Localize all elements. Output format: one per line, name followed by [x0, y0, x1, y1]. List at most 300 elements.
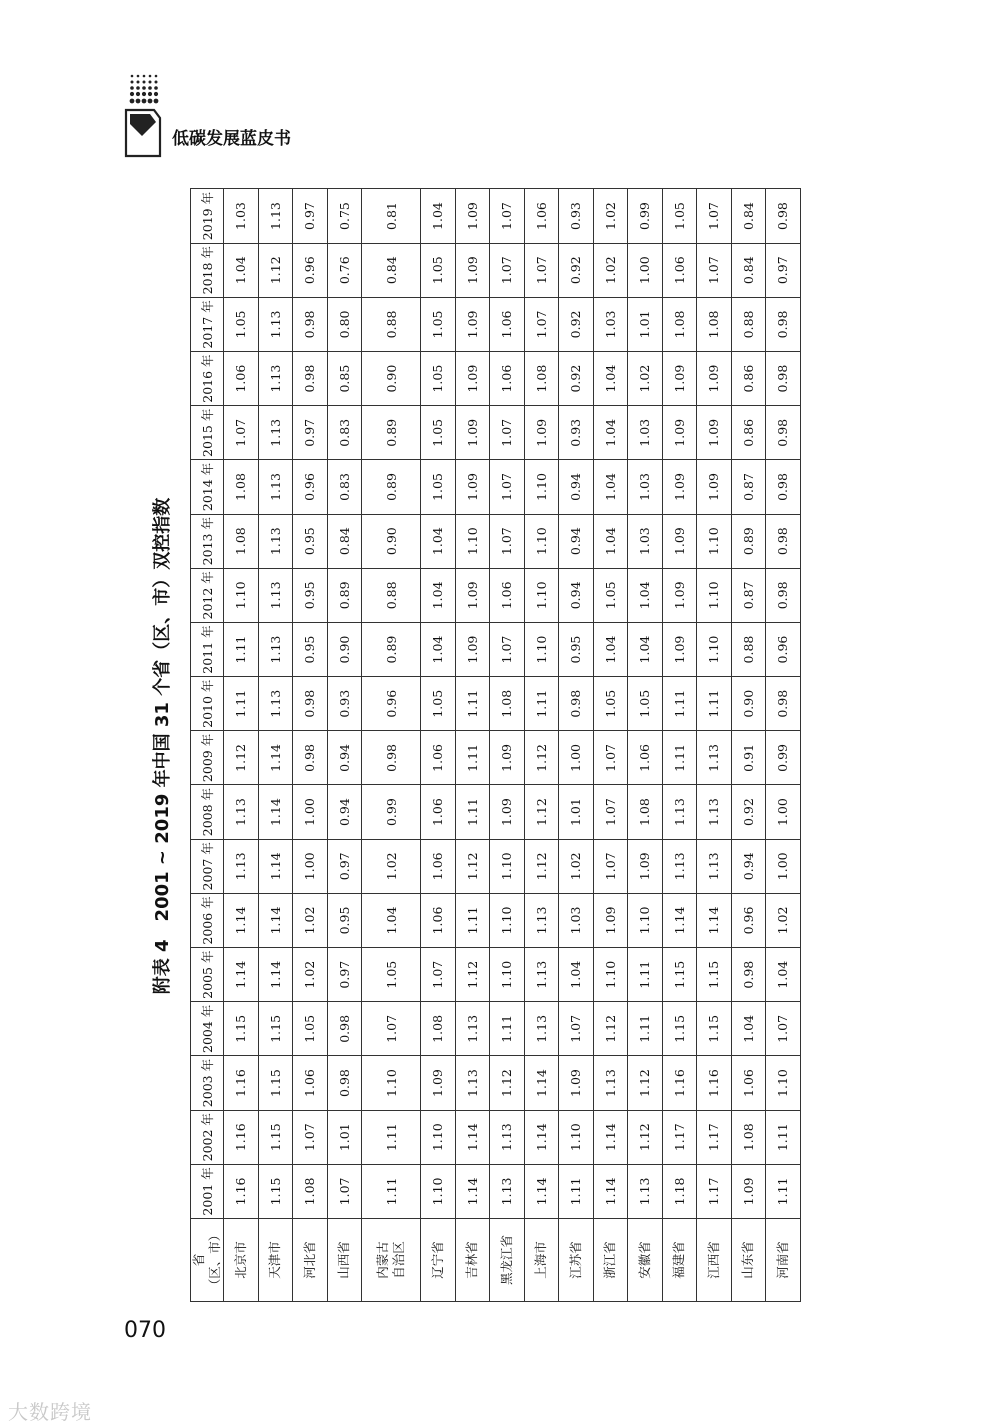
value-cell: 1.01	[628, 297, 663, 351]
value-cell: 1.07	[559, 1002, 594, 1056]
value-cell: 1.00	[293, 839, 328, 893]
value-cell: 0.86	[731, 406, 766, 460]
value-cell: 1.17	[697, 1110, 732, 1164]
value-cell: 1.09	[490, 785, 525, 839]
data-table	[190, 188, 801, 1302]
value-cell: 1.07	[593, 731, 628, 785]
value-cell: 1.05	[362, 948, 421, 1002]
value-cell: 0.75	[327, 189, 362, 243]
value-cell: 1.13	[258, 622, 293, 676]
value-cell: 1.13	[455, 1002, 490, 1056]
value-cell: 0.96	[766, 622, 801, 676]
year-header: 2012 年	[191, 568, 224, 622]
value-cell: 0.96	[293, 243, 328, 297]
value-cell: 1.06	[524, 189, 559, 243]
value-cell: 1.10	[524, 460, 559, 514]
value-cell: 1.11	[524, 677, 559, 731]
value-cell: 1.15	[662, 948, 697, 1002]
value-cell: 1.09	[697, 406, 732, 460]
value-cell: 0.89	[731, 514, 766, 568]
province-cell: 吉林省	[455, 1219, 490, 1302]
year-header: 2008 年	[191, 785, 224, 839]
value-cell: 0.94	[731, 839, 766, 893]
value-cell: 0.88	[362, 297, 421, 351]
value-cell: 1.00	[559, 731, 594, 785]
value-cell: 0.83	[327, 406, 362, 460]
value-cell: 1.07	[490, 460, 525, 514]
value-cell: 1.15	[224, 1002, 259, 1056]
value-cell: 1.12	[490, 1056, 525, 1110]
value-cell: 1.11	[662, 731, 697, 785]
value-cell: 1.13	[697, 839, 732, 893]
year-header: 2014 年	[191, 460, 224, 514]
value-cell: 1.13	[490, 1110, 525, 1164]
value-cell: 0.88	[731, 297, 766, 351]
value-cell: 1.11	[455, 893, 490, 947]
value-cell: 1.07	[362, 1002, 421, 1056]
province-cell: 安徽省	[628, 1219, 663, 1302]
value-cell: 1.10	[421, 1164, 456, 1218]
value-cell: 1.10	[593, 948, 628, 1002]
value-cell: 1.05	[421, 243, 456, 297]
value-cell: 1.08	[731, 1110, 766, 1164]
value-cell: 1.04	[421, 622, 456, 676]
value-cell: 1.03	[559, 893, 594, 947]
value-cell: 1.10	[697, 568, 732, 622]
value-cell: 1.04	[593, 406, 628, 460]
value-cell: 1.13	[258, 406, 293, 460]
table-row	[490, 189, 525, 1302]
value-cell: 1.12	[524, 839, 559, 893]
value-cell: 1.11	[628, 948, 663, 1002]
corner-label-line2: （区、市）	[207, 1228, 222, 1292]
value-cell: 1.15	[258, 1002, 293, 1056]
value-cell: 0.92	[559, 352, 594, 406]
table-row	[766, 189, 801, 1302]
value-cell: 1.08	[628, 785, 663, 839]
value-cell: 1.14	[258, 839, 293, 893]
value-cell: 1.10	[697, 622, 732, 676]
year-header: 2016 年	[191, 352, 224, 406]
value-cell: 1.16	[697, 1056, 732, 1110]
value-cell: 1.09	[421, 1056, 456, 1110]
value-cell: 1.13	[490, 1164, 525, 1218]
value-cell: 1.00	[766, 839, 801, 893]
value-cell: 1.13	[697, 785, 732, 839]
value-cell: 1.09	[593, 893, 628, 947]
value-cell: 0.85	[327, 352, 362, 406]
year-header: 2005 年	[191, 948, 224, 1002]
value-cell: 1.13	[662, 839, 697, 893]
value-cell: 1.13	[258, 460, 293, 514]
value-cell: 0.84	[327, 514, 362, 568]
value-cell: 1.02	[362, 839, 421, 893]
value-cell: 1.13	[258, 677, 293, 731]
value-cell: 1.11	[455, 785, 490, 839]
value-cell: 0.98	[559, 677, 594, 731]
table-row	[327, 189, 362, 1302]
value-cell: 1.05	[628, 677, 663, 731]
year-header: 2007 年	[191, 839, 224, 893]
value-cell: 0.93	[559, 406, 594, 460]
table-container	[140, 190, 855, 1302]
value-cell: 1.11	[455, 677, 490, 731]
table-row	[628, 189, 663, 1302]
table-title: 附表 4 2001 ~ 2019 年中国 31 个省（区、市）双控指数	[152, 497, 173, 995]
province-name-line2: 自治区	[391, 1241, 406, 1279]
value-cell: 1.14	[524, 1164, 559, 1218]
province-cell: 辽宁省	[421, 1219, 456, 1302]
value-cell: 1.04	[593, 352, 628, 406]
table-row	[524, 189, 559, 1302]
value-cell: 0.94	[559, 514, 594, 568]
value-cell: 1.09	[697, 352, 732, 406]
value-cell: 1.11	[362, 1164, 421, 1218]
value-cell: 1.07	[490, 189, 525, 243]
value-cell: 1.12	[628, 1056, 663, 1110]
year-header: 2009 年	[191, 731, 224, 785]
value-cell: 0.91	[731, 731, 766, 785]
value-cell: 1.07	[327, 1164, 362, 1218]
value-cell: 0.88	[362, 568, 421, 622]
value-cell: 0.97	[766, 243, 801, 297]
value-cell: 1.11	[662, 677, 697, 731]
value-cell: 0.98	[766, 568, 801, 622]
value-cell: 1.04	[731, 1002, 766, 1056]
value-cell: 1.09	[490, 731, 525, 785]
value-cell: 1.12	[455, 839, 490, 893]
value-cell: 1.18	[662, 1164, 697, 1218]
value-cell: 1.07	[490, 622, 525, 676]
value-cell: 0.97	[293, 189, 328, 243]
value-cell: 1.10	[224, 568, 259, 622]
value-cell: 1.07	[421, 948, 456, 1002]
book-series-icon	[124, 72, 164, 162]
value-cell: 1.05	[224, 297, 259, 351]
value-cell: 1.15	[258, 1056, 293, 1110]
table-row	[593, 189, 628, 1302]
value-cell: 1.14	[524, 1110, 559, 1164]
value-cell: 1.08	[697, 297, 732, 351]
value-cell: 0.99	[362, 785, 421, 839]
value-cell: 0.99	[628, 189, 663, 243]
value-cell: 1.06	[490, 568, 525, 622]
value-cell: 0.84	[731, 243, 766, 297]
value-cell: 0.96	[731, 893, 766, 947]
value-cell: 1.10	[697, 514, 732, 568]
value-cell: 1.13	[224, 785, 259, 839]
value-cell: 1.09	[455, 352, 490, 406]
value-cell: 1.06	[421, 785, 456, 839]
value-cell: 1.05	[593, 568, 628, 622]
value-cell: 1.08	[224, 514, 259, 568]
province-cell	[362, 1219, 421, 1302]
value-cell: 1.10	[559, 1110, 594, 1164]
corner-label-line1: 省	[191, 1253, 206, 1267]
value-cell: 0.89	[362, 460, 421, 514]
value-cell: 1.09	[455, 243, 490, 297]
value-cell: 1.09	[662, 622, 697, 676]
value-cell: 1.07	[593, 785, 628, 839]
province-cell: 浙江省	[593, 1219, 628, 1302]
province-name-line1: 内蒙古	[375, 1241, 390, 1279]
value-cell: 0.88	[731, 622, 766, 676]
value-cell: 1.07	[490, 514, 525, 568]
value-cell: 1.07	[524, 243, 559, 297]
value-cell: 1.05	[593, 677, 628, 731]
value-cell: 0.96	[362, 677, 421, 731]
value-cell: 0.90	[362, 514, 421, 568]
value-cell: 1.10	[421, 1110, 456, 1164]
table-row	[455, 189, 490, 1302]
table-header-row	[191, 189, 224, 1302]
value-cell: 0.98	[362, 731, 421, 785]
value-cell: 0.98	[293, 352, 328, 406]
value-cell: 0.97	[327, 948, 362, 1002]
value-cell: 1.13	[524, 948, 559, 1002]
value-cell: 1.11	[224, 622, 259, 676]
value-cell: 1.03	[224, 189, 259, 243]
value-cell: 0.89	[362, 406, 421, 460]
province-cell: 山西省	[327, 1219, 362, 1302]
value-cell: 1.01	[559, 785, 594, 839]
year-header: 2019 年	[191, 189, 224, 243]
year-header: 2017 年	[191, 297, 224, 351]
value-cell: 1.05	[421, 406, 456, 460]
value-cell: 1.12	[258, 243, 293, 297]
value-cell: 1.10	[628, 893, 663, 947]
value-cell: 0.98	[731, 948, 766, 1002]
table-row	[559, 189, 594, 1302]
value-cell: 1.14	[593, 1164, 628, 1218]
province-cell: 北京市	[224, 1219, 259, 1302]
corner-header	[191, 1219, 224, 1302]
value-cell: 0.98	[327, 1056, 362, 1110]
value-cell: 0.98	[766, 677, 801, 731]
value-cell: 1.14	[258, 731, 293, 785]
value-cell: 1.10	[490, 948, 525, 1002]
province-cell: 上海市	[524, 1219, 559, 1302]
value-cell: 1.14	[258, 785, 293, 839]
value-cell: 1.12	[224, 731, 259, 785]
value-cell: 1.06	[421, 731, 456, 785]
value-cell: 1.02	[559, 839, 594, 893]
value-cell: 0.95	[327, 893, 362, 947]
value-cell: 1.11	[490, 1002, 525, 1056]
page-number: 070	[124, 1318, 166, 1343]
value-cell: 0.98	[766, 297, 801, 351]
value-cell: 1.09	[731, 1164, 766, 1218]
value-cell: 1.12	[524, 785, 559, 839]
value-cell: 1.13	[258, 352, 293, 406]
value-cell: 1.06	[662, 243, 697, 297]
value-cell: 0.93	[327, 677, 362, 731]
value-cell: 1.11	[559, 1164, 594, 1218]
value-cell: 1.09	[697, 460, 732, 514]
value-cell: 1.10	[490, 839, 525, 893]
value-cell: 0.95	[293, 622, 328, 676]
value-cell: 1.09	[455, 460, 490, 514]
value-cell: 0.90	[362, 352, 421, 406]
value-cell: 1.07	[697, 243, 732, 297]
value-cell: 1.05	[421, 460, 456, 514]
value-cell: 1.03	[628, 406, 663, 460]
value-cell: 1.07	[293, 1110, 328, 1164]
value-cell: 1.12	[455, 948, 490, 1002]
value-cell: 1.00	[766, 785, 801, 839]
value-cell: 1.06	[490, 297, 525, 351]
value-cell: 0.89	[327, 568, 362, 622]
year-header: 2010 年	[191, 677, 224, 731]
table-row	[421, 189, 456, 1302]
value-cell: 1.07	[766, 1002, 801, 1056]
value-cell: 0.98	[327, 1002, 362, 1056]
value-cell: 0.92	[731, 785, 766, 839]
value-cell: 1.00	[293, 785, 328, 839]
year-header: 2015 年	[191, 406, 224, 460]
value-cell: 1.06	[293, 1056, 328, 1110]
table-row	[697, 189, 732, 1302]
value-cell: 1.13	[258, 568, 293, 622]
value-cell: 1.15	[697, 948, 732, 1002]
value-cell: 0.90	[327, 622, 362, 676]
value-cell: 0.98	[293, 297, 328, 351]
province-cell: 黑龙江省	[490, 1219, 525, 1302]
value-cell: 0.84	[362, 243, 421, 297]
value-cell: 0.95	[559, 622, 594, 676]
table-row	[731, 189, 766, 1302]
province-cell: 福建省	[662, 1219, 697, 1302]
value-cell: 0.99	[766, 731, 801, 785]
value-cell: 0.97	[327, 839, 362, 893]
province-cell: 河南省	[766, 1219, 801, 1302]
value-cell: 1.12	[593, 1002, 628, 1056]
value-cell: 1.13	[524, 1002, 559, 1056]
value-cell: 1.04	[593, 460, 628, 514]
value-cell: 1.10	[524, 568, 559, 622]
value-cell: 1.12	[628, 1110, 663, 1164]
value-cell: 1.15	[258, 1110, 293, 1164]
value-cell: 1.09	[662, 514, 697, 568]
value-cell: 1.04	[362, 893, 421, 947]
value-cell: 1.16	[224, 1164, 259, 1218]
table-row	[224, 189, 259, 1302]
value-cell: 0.94	[327, 785, 362, 839]
value-cell: 0.98	[766, 460, 801, 514]
value-cell: 1.04	[628, 568, 663, 622]
value-cell: 1.04	[421, 189, 456, 243]
value-cell: 0.94	[559, 568, 594, 622]
table-row	[362, 189, 421, 1302]
value-cell: 1.07	[224, 406, 259, 460]
value-cell: 1.11	[766, 1164, 801, 1218]
value-cell: 0.80	[327, 297, 362, 351]
value-cell: 1.11	[455, 731, 490, 785]
value-cell: 0.76	[327, 243, 362, 297]
value-cell: 1.10	[766, 1056, 801, 1110]
value-cell: 1.09	[662, 406, 697, 460]
value-cell: 0.94	[559, 460, 594, 514]
year-header: 2018 年	[191, 243, 224, 297]
value-cell: 1.07	[697, 189, 732, 243]
value-cell: 0.98	[766, 189, 801, 243]
value-cell: 1.06	[421, 839, 456, 893]
value-cell: 1.04	[559, 948, 594, 1002]
series-title: 低碳发展蓝皮书	[172, 129, 291, 149]
value-cell: 1.02	[293, 948, 328, 1002]
value-cell: 0.95	[293, 514, 328, 568]
value-cell: 1.08	[490, 677, 525, 731]
value-cell: 1.04	[766, 948, 801, 1002]
value-cell: 0.98	[766, 514, 801, 568]
value-cell: 1.17	[697, 1164, 732, 1218]
value-cell: 1.11	[766, 1110, 801, 1164]
value-cell: 1.14	[662, 893, 697, 947]
value-cell: 0.81	[362, 189, 421, 243]
year-header: 2001 年	[191, 1164, 224, 1218]
value-cell: 1.16	[224, 1056, 259, 1110]
value-cell: 0.87	[731, 460, 766, 514]
value-cell: 1.04	[224, 243, 259, 297]
value-cell: 1.10	[362, 1056, 421, 1110]
province-cell: 河北省	[293, 1219, 328, 1302]
value-cell: 1.13	[258, 189, 293, 243]
value-cell: 1.13	[628, 1164, 663, 1218]
value-cell: 1.06	[628, 731, 663, 785]
value-cell: 1.13	[455, 1056, 490, 1110]
value-cell: 1.13	[258, 297, 293, 351]
value-cell: 1.03	[628, 514, 663, 568]
value-cell: 1.14	[455, 1164, 490, 1218]
value-cell: 0.95	[293, 568, 328, 622]
value-cell: 1.11	[628, 1002, 663, 1056]
value-cell: 1.05	[293, 1002, 328, 1056]
value-cell: 1.06	[490, 352, 525, 406]
value-cell: 1.09	[628, 839, 663, 893]
value-cell: 1.15	[258, 1164, 293, 1218]
value-cell: 1.09	[455, 622, 490, 676]
value-cell: 1.13	[258, 514, 293, 568]
value-cell: 1.09	[662, 460, 697, 514]
value-cell: 1.08	[293, 1164, 328, 1218]
value-cell: 1.13	[224, 839, 259, 893]
value-cell: 0.97	[293, 406, 328, 460]
value-cell: 1.14	[258, 893, 293, 947]
value-cell: 1.08	[421, 1002, 456, 1056]
value-cell: 1.09	[455, 406, 490, 460]
value-cell: 0.94	[327, 731, 362, 785]
value-cell: 1.13	[524, 893, 559, 947]
value-cell: 0.90	[731, 677, 766, 731]
value-cell: 1.07	[490, 406, 525, 460]
value-cell: 0.86	[731, 352, 766, 406]
province-cell: 山东省	[731, 1219, 766, 1302]
value-cell: 1.14	[524, 1056, 559, 1110]
value-cell: 1.11	[224, 677, 259, 731]
value-cell: 1.16	[224, 1110, 259, 1164]
value-cell: 1.14	[455, 1110, 490, 1164]
value-cell: 1.14	[224, 893, 259, 947]
value-cell: 1.17	[662, 1110, 697, 1164]
value-cell: 1.13	[697, 731, 732, 785]
table-row	[293, 189, 328, 1302]
value-cell: 0.92	[559, 243, 594, 297]
province-cell: 江苏省	[559, 1219, 594, 1302]
value-cell: 1.09	[455, 568, 490, 622]
value-cell: 1.05	[421, 297, 456, 351]
value-cell: 1.09	[455, 297, 490, 351]
value-cell: 1.05	[421, 352, 456, 406]
